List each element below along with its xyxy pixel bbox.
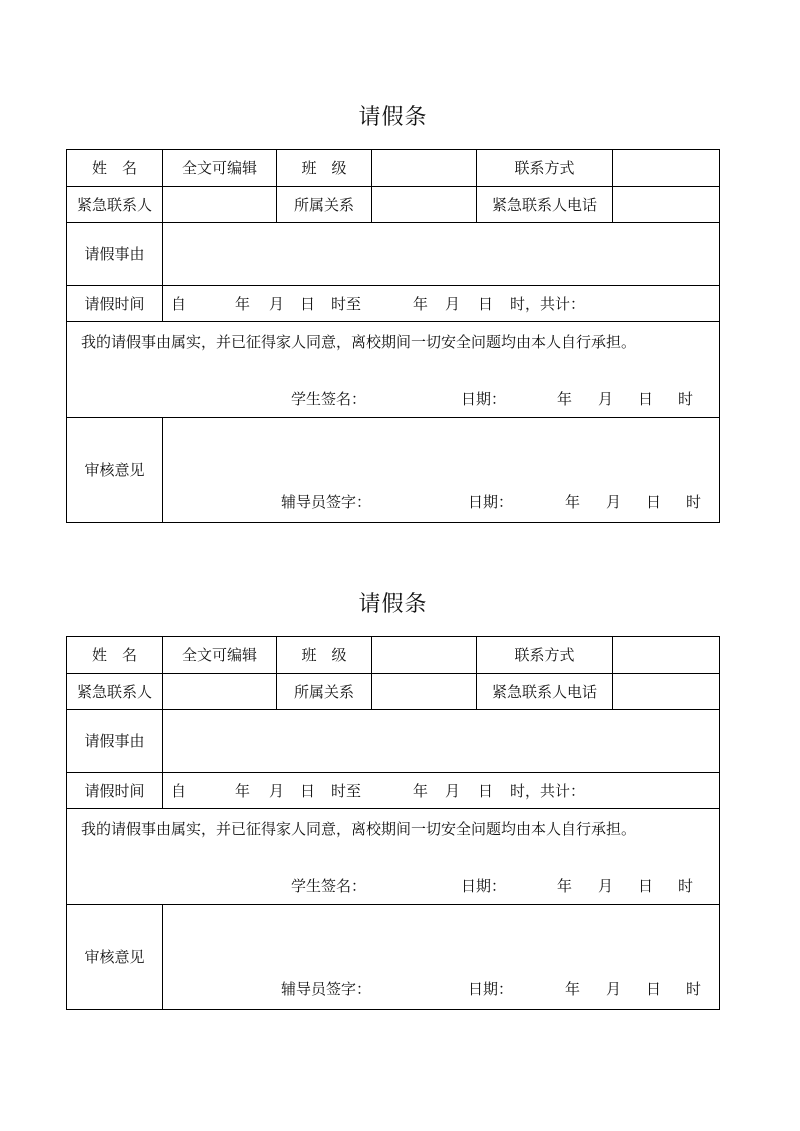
emergency-phone-field[interactable] (612, 674, 719, 709)
row-review (67, 904, 719, 1009)
time-month-2: 月 (445, 781, 461, 800)
counselor-date-day: 日 (646, 980, 662, 998)
reason-field[interactable] (162, 223, 719, 285)
leave-time-label: 请假时间 (84, 781, 145, 800)
relation-label: 所属关系 (276, 187, 371, 222)
time-day: 日 (300, 294, 316, 313)
relation-label: 所属关系 (276, 674, 371, 709)
name-field[interactable]: 全文可编辑 (162, 637, 276, 673)
time-hour-to: 时至 (331, 781, 362, 800)
time-month-2: 月 (445, 294, 461, 313)
time-month: 月 (269, 294, 285, 313)
counselor-date-label: 日期： (468, 980, 514, 998)
leave-time-label: 请假时间 (84, 294, 145, 313)
emergency-phone-label: 紧急联系人电话 (476, 674, 612, 709)
reason-label: 请假事由 (84, 732, 145, 750)
counselor-date-hour: 时 (686, 493, 702, 511)
name-label: 姓 名 (91, 646, 137, 664)
row-reason (67, 709, 719, 772)
student-date-month: 月 (598, 390, 614, 408)
emergency-phone-label: 紧急联系人电话 (476, 187, 612, 222)
time-year: 年 (235, 294, 251, 313)
time-total: 时，共计： (510, 781, 586, 800)
student-date-hour: 时 (678, 877, 694, 895)
row-pledge (67, 808, 719, 904)
time-year-2: 年 (413, 781, 429, 800)
row-basic-info (67, 150, 719, 186)
time-year: 年 (235, 781, 251, 800)
student-date-month: 月 (598, 877, 614, 895)
pledge-text: 我的请假事由属实，并已征得家人同意，离校期间一切安全问题均由本人自行承担。 (81, 333, 637, 351)
leave-form-table (66, 636, 720, 1010)
pledge-cell (67, 322, 719, 417)
time-hour-to: 时至 (331, 294, 362, 313)
review-label: 审核意见 (84, 948, 145, 966)
row-emergency (67, 186, 719, 222)
counselor-date-hour: 时 (686, 980, 702, 998)
student-date-day: 日 (638, 877, 654, 895)
pledge-text: 我的请假事由属实，并已征得家人同意，离校期间一切安全问题均由本人自行承担。 (81, 820, 637, 838)
time-from: 自 (171, 294, 187, 313)
contact-field[interactable] (612, 637, 719, 673)
form-title: 请假条 (358, 592, 428, 617)
time-total: 时，共计： (510, 294, 586, 313)
student-date-year: 年 (557, 877, 573, 895)
relation-field[interactable] (371, 187, 476, 222)
review-label: 审核意见 (84, 461, 145, 479)
student-date-hour: 时 (678, 390, 694, 408)
time-month: 月 (269, 781, 285, 800)
student-sign-label: 学生签名： (291, 877, 367, 895)
student-date-label: 日期： (461, 390, 507, 408)
leave-form-table (66, 149, 720, 523)
class-field[interactable] (371, 150, 476, 186)
emergency-contact-field[interactable] (162, 187, 276, 222)
class-field[interactable] (371, 637, 476, 673)
review-field[interactable] (162, 418, 719, 522)
pledge-cell (67, 809, 719, 904)
row-leave-time (67, 772, 719, 808)
row-review (67, 417, 719, 522)
class-label: 班 级 (276, 150, 371, 186)
counselor-date-month: 月 (606, 980, 622, 998)
row-reason (67, 222, 719, 285)
counselor-date-day: 日 (646, 493, 662, 511)
counselor-date-year: 年 (565, 980, 581, 998)
time-day: 日 (300, 781, 316, 800)
contact-field[interactable] (612, 150, 719, 186)
name-label: 姓 名 (91, 159, 137, 177)
student-sign-label: 学生签名： (291, 390, 367, 408)
counselor-date-month: 月 (606, 493, 622, 511)
class-label: 班 级 (276, 637, 371, 673)
student-date-day: 日 (638, 390, 654, 408)
leave-time-field[interactable] (162, 286, 719, 321)
leave-time-field[interactable] (162, 773, 719, 808)
time-day-2: 日 (478, 294, 494, 313)
emergency-phone-field[interactable] (612, 187, 719, 222)
emergency-contact-field[interactable] (162, 674, 276, 709)
counselor-sign-label: 辅导员签字： (281, 493, 372, 511)
row-emergency (67, 673, 719, 709)
review-field[interactable] (162, 905, 719, 1009)
emergency-contact-label: 紧急联系人 (76, 195, 152, 214)
counselor-sign-label: 辅导员签字： (281, 980, 372, 998)
row-leave-time (67, 285, 719, 321)
row-pledge (67, 321, 719, 417)
form-title: 请假条 (358, 105, 428, 130)
time-from: 自 (171, 781, 187, 800)
reason-field[interactable] (162, 710, 719, 772)
student-date-label: 日期： (461, 877, 507, 895)
name-field[interactable]: 全文可编辑 (162, 150, 276, 186)
time-year-2: 年 (413, 294, 429, 313)
student-date-year: 年 (557, 390, 573, 408)
contact-label: 联系方式 (476, 150, 612, 186)
contact-label: 联系方式 (476, 637, 612, 673)
counselor-date-year: 年 (565, 493, 581, 511)
row-basic-info (67, 637, 719, 673)
time-day-2: 日 (478, 781, 494, 800)
counselor-date-label: 日期： (468, 493, 514, 511)
relation-field[interactable] (371, 674, 476, 709)
reason-label: 请假事由 (84, 245, 145, 263)
emergency-contact-label: 紧急联系人 (76, 682, 152, 701)
